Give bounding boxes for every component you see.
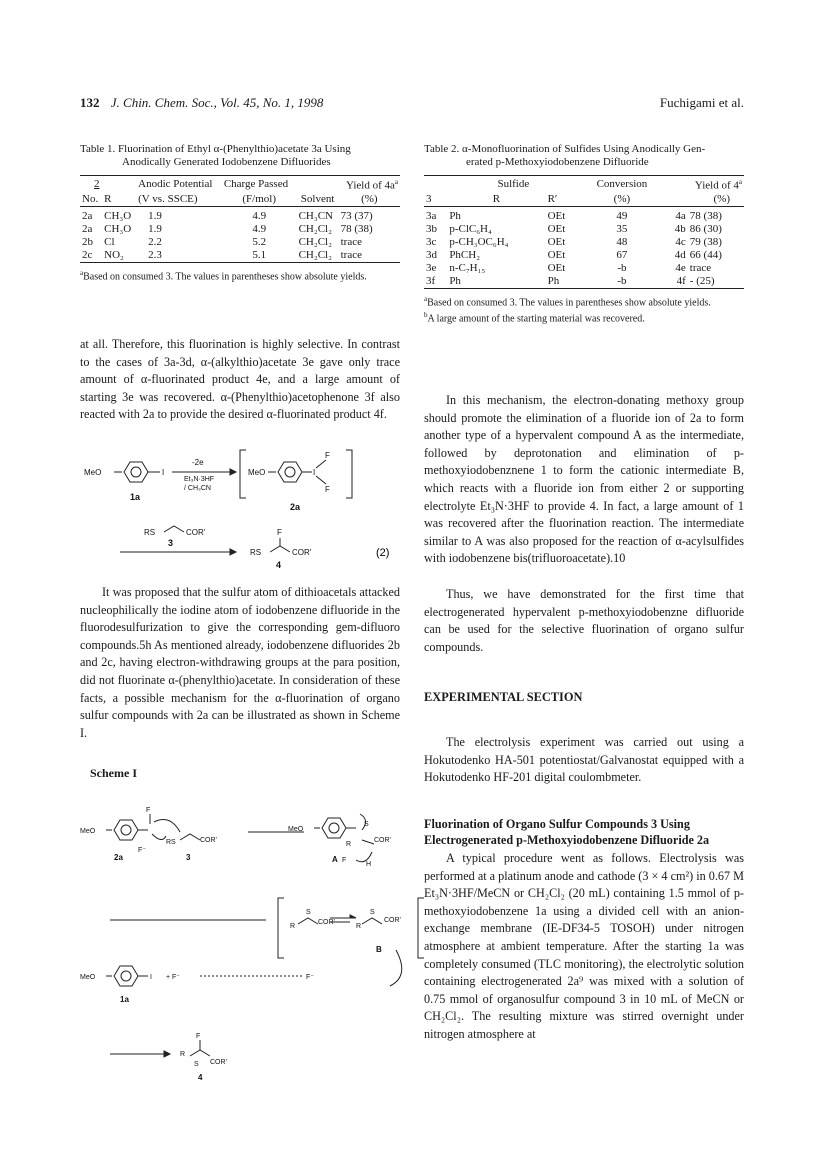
right-para-2: Thus, we have demonstrated for the first time that electrogenerated hypervalent p-methoxyiodobenzne difluoride can be used for the selective fluorination of organo sulfur compounds.: [424, 587, 744, 654]
fluorine-label: F: [277, 528, 282, 537]
h-label: H: [366, 861, 372, 868]
table-row: 2c NO₂ 2.3 5.1 CH₂Cl₂ trace: [82, 248, 362, 261]
table-row: 2a CH₃O 1.9 4.9 CH₃CN 73 (37): [82, 209, 373, 222]
table-row: 3a Ph OEt 49 4a 78 (38): [426, 209, 722, 222]
cor-label: COR': [292, 548, 312, 557]
rs-label: RS: [250, 548, 262, 557]
sulfur-label: S: [370, 909, 375, 916]
label-1a: 1a: [130, 492, 141, 502]
reagent-solvent: / CH₃CN: [184, 485, 211, 492]
sulfur-label: S: [306, 909, 311, 916]
table-2-caption: Table 2. α-Monofluorination of Sulfides Using Anodically Gen- erated p-Methoxyiodobenzene Difluoride: [424, 143, 706, 168]
iodine-label: I: [313, 468, 316, 477]
table-row: 2b Cl 2.2 5.2 CH₂Cl₂ trace: [82, 235, 362, 248]
reagent-hf: Et₃N·3HF: [184, 476, 215, 483]
right-para-4: A typical procedure went as follows. Electrolysis was performed at a platinum anode and cathode (3 × 4 cm²) in 0.67 M Et₃N·3HF/MeCN or CH₂Cl₂ (20 mL) containing 1.5 mmol of p-methoxyiodobenzene 1a using a divided cell with an anion-exchange membrane (IE-DF34-5 TOSOH) under nitrogen atmosphere at ambient temperature. After the starting 1a was completely consumed (TLC monitoring), the electrolytic solution containing electrogenerated 2a⁹ was mixed with a solution of 0.75 mmol of organosulfur compound 3 in 10 mL of MeCN or CH₂Cl₂. The resulting mixture was stirred overnight under nitrogen atmosphere at: [424, 851, 744, 1041]
table-2-footnote-a: $^a$Based on consumed 3. The values in parentheses show absolute yields.: [424, 294, 711, 308]
r-label: R: [180, 1051, 186, 1058]
table-1-caption: Table 1. Fluorination of Ethyl α-(Phenylthio)acetate 3a Using Anodically Generated Iodobenzene Difluorides: [80, 143, 351, 168]
label-3: 3: [168, 538, 174, 548]
scheme-1-diagram: [80, 800, 424, 1102]
table-row: 2a CH₃O 1.9 4.9 CH₂Cl₂ 78 (38): [82, 222, 373, 235]
rs-label: RS: [166, 839, 176, 846]
meo-label: MeO: [248, 468, 266, 477]
fluorine-label: F: [342, 857, 347, 864]
left-para-2: It was proposed that the sulfur atom of dithioacetals attacked nucleophilically the iodine atom of iodobenzene difluoride in the fluorodesulfurization to give the corresponding gem-difluoro compounds.5h As mentioned already, iodobenzene difluorides 2b and 2c, having electron-withdrawing groups at the para position, did not fluorinate α-(phenylthio)acetate. In consideration of these facts, a possible mechanism for the α-fluorination of organo sulfur compounds with 2a can be illustrated as shown in Scheme I.: [80, 585, 400, 740]
label-3: 3: [186, 853, 191, 862]
fluoride-anion: F⁻: [138, 847, 146, 854]
equation-number: (2): [376, 547, 390, 559]
table-2-head-row2: 3 R R′ (%) (%): [426, 192, 730, 205]
scheme-label: Scheme I: [90, 766, 137, 780]
sulfur-label: S: [194, 1061, 199, 1068]
label-4: 4: [198, 1073, 203, 1082]
table-row: 3f Ph Ph -b 4f - (25): [426, 274, 715, 287]
table-1-footnote: $^a$Based on consumed 3. The values in parentheses show absolute yields.: [80, 268, 367, 282]
right-para-3: The electrolysis experiment was carried out using a Hokutodenko HA-501 potentiostat/Galvanostat equipped with a Hokutodenko HF-201 digital coulombmeter.: [424, 735, 744, 785]
cor-label: COR': [318, 919, 335, 926]
cor-label: COR': [374, 837, 391, 844]
fluorine-label: F: [325, 485, 330, 494]
running-authors: Fuchigami et al.: [659, 95, 744, 110]
table-row: 3c p-CH₃OC₆H₄ OEt 48 4c 79 (38): [426, 235, 722, 248]
table-1-grid: [80, 175, 400, 263]
sulfur-label: S: [364, 821, 369, 828]
table-row: 3b p-ClC₆H₄ OEt 35 4b 86 (30): [426, 222, 722, 235]
table-2-footnote-b: $^b$A large amount of the starting material was recovered.: [424, 310, 645, 325]
fluorine-label: F: [325, 451, 330, 460]
r-label: R: [290, 923, 296, 930]
rs-label: RS: [144, 528, 156, 537]
procedure-subheading: Fluorination of Organo Sulfur Compounds 3 Using Electrogenerated p-Methoxyiodobenzene Difluoride 2a: [424, 817, 710, 847]
label-4: 4: [276, 560, 282, 570]
label-2a: 2a: [114, 853, 123, 862]
meo-label: MeO: [80, 974, 96, 981]
journal-citation: J. Chin. Chem. Soc., Vol. 45, No. 1, 1998: [110, 95, 324, 110]
table-1-head-row2: No. R (V vs. SSCE) (F/mol) Solvent (%): [82, 192, 378, 205]
cor-label: COR': [200, 837, 217, 844]
fluoride-anion: F⁻: [306, 974, 314, 981]
right-para-1: In this mechanism, the electron-donating methoxy group should promote the elimination of a fluoride ion of 2a to form another type of a hypervalent compound A as the intermediate, followed by deprotonation and elimination of p-methoxyiodobenznene 1 to form the cationic intermediate B, which reacts with a fluoride ion from either 2 or supporting electrolyte Et₃N·3HF to provide 4. In fact, a large amount of 1 was recovered after the fluorination reaction. The intermediate similar to A was also proposed for the reaction of α-acylsulfides with iodobenzene bis(trifluoroacetate).10: [424, 393, 744, 566]
label-B: B: [376, 945, 382, 954]
table-row: 3e n-C₇H₁₅ OEt -b 4e trace: [426, 261, 712, 274]
fluorine-label: F: [196, 1033, 201, 1040]
reagent-electrons: -2e: [192, 458, 204, 467]
iodine-label: I: [162, 468, 165, 477]
table-2-head-row1: Sulfide Conversion Yield of 4$^a$: [497, 177, 742, 192]
table-1: [80, 143, 400, 283]
table-row: 3d PhCH₂ OEt 67 4d 66 (44): [426, 248, 722, 261]
plus-fluoride: + F⁻: [166, 974, 181, 981]
label-A: A: [332, 855, 338, 864]
fluorine-label: F: [146, 807, 151, 814]
equation-2-diagram: [80, 448, 400, 572]
iodine-label: I: [150, 974, 152, 981]
r-label: R: [356, 923, 362, 930]
cor-label: COR': [186, 528, 206, 537]
table-2: [424, 143, 744, 325]
meo-label: MeO: [84, 468, 102, 477]
page-number: 132: [80, 95, 100, 110]
table-1-head-row1: 2 Anodic Potential Charge Passed Yield of $4a^a$: [94, 177, 398, 192]
cor-label: COR': [210, 1059, 227, 1066]
label-1a: 1a: [120, 995, 129, 1004]
r-label: R: [346, 841, 352, 848]
table-2-grid: [424, 175, 744, 289]
experimental-section-heading: EXPERIMENTAL SECTION: [424, 690, 583, 704]
cor-label: COR': [384, 917, 401, 924]
meo-label: MeO: [288, 826, 304, 833]
meo-label: MeO: [80, 828, 96, 835]
label-2a: 2a: [290, 502, 301, 512]
left-para-1: at all. Therefore, this fluorination is highly selective. In contrast to the cases of 3a-3d, α-(alkylthio)acetate 3e gave only trace amount of α-fluorinated product 4e, and a large amount of starting 3e was recovered. α-(Phenylthio)acetophenone 3f also reacted with 2a to provide the desired α-fluorinated product 4f.: [80, 337, 400, 422]
